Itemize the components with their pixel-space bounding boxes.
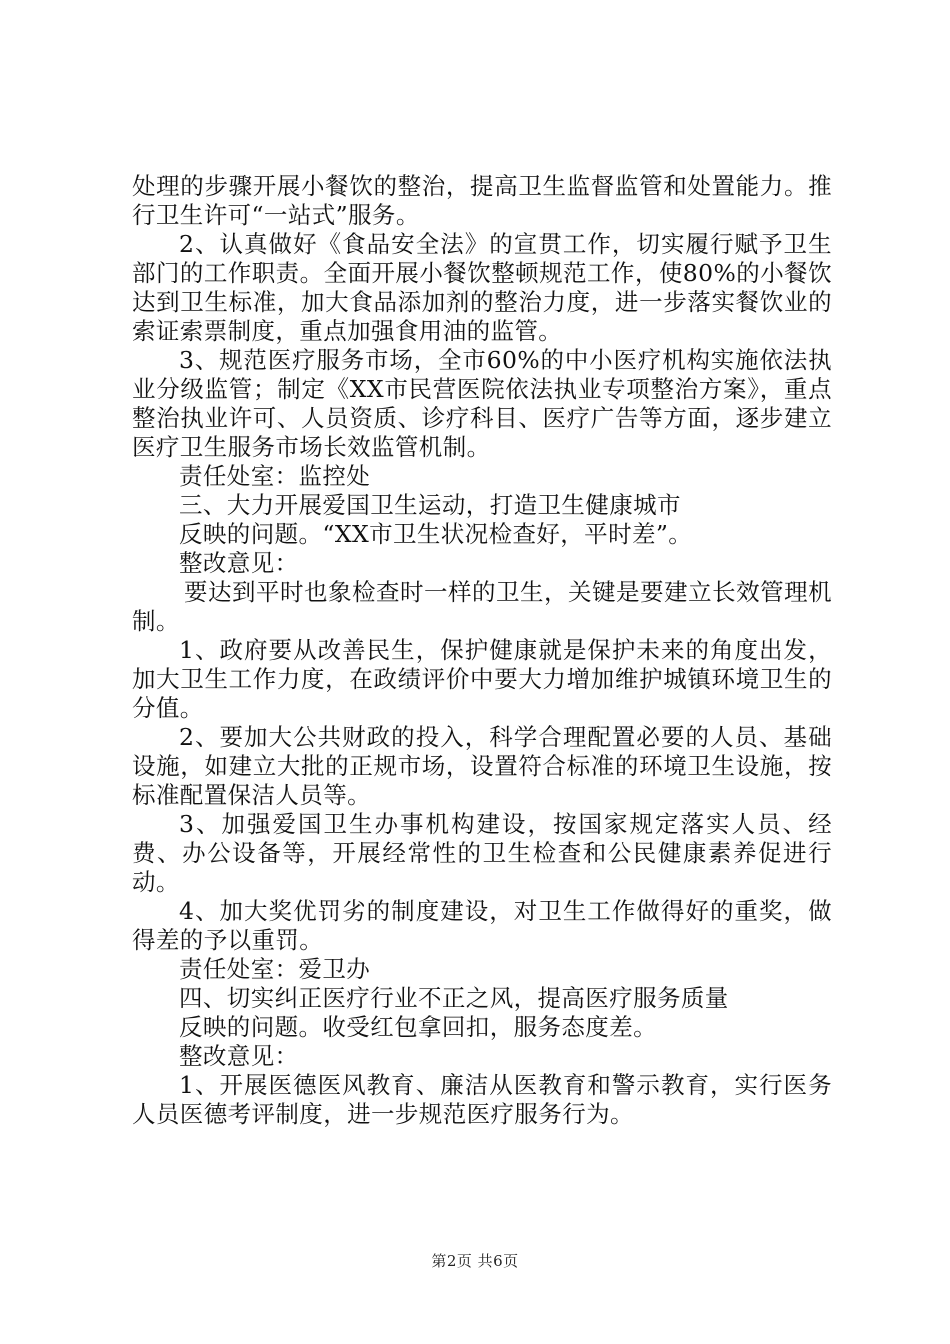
- paragraph-item-3-patriotic-health: 3、加强爱国卫生办事机构建设，按国家规定落实人员、经费、办公设备等，开展经常性的卫生检查和公民健康素养促进行动。: [132, 810, 832, 896]
- paragraph-reported-issue: 反映的问题。收受红包拿回扣，服务态度差。: [179, 1013, 657, 1041]
- paragraph-item-2-public-finance: 2、要加大公共财政的投入，科学合理配置必要的人员、基础设施，如建立大批的正规市场，设置符合标准的环境卫生设施，按标准配置保洁人员等。: [132, 723, 832, 809]
- paragraph-item-1-medical-ethics: 1、开展医德医风教育、廉洁从医教育和警示教育，实行医务人员医德考评制度，进一步规范医疗服务行为。: [132, 1071, 832, 1128]
- paragraph-item-4-rewards: 4、加大奖优罚劣的制度建设，对卫生工作做得好的重奖，做得差的予以重罚。: [132, 897, 832, 954]
- section-heading-4: 四、切实纠正医疗行业不正之风，提高医疗服务质量: [179, 984, 729, 1012]
- paragraph-rectification-label: 整改意见：: [179, 1042, 299, 1070]
- paragraph-reported-issue: 反映的问题。“XX市卫生状况检查好，平时差”。: [179, 520, 693, 548]
- paragraph-item-1-government: 1、政府要从改善民生，保护健康就是保护未来的角度出发，加大卫生工作力度，在政绩评价中要大力增加维护城镇环境卫生的分值。: [132, 636, 832, 722]
- document-body: [132, 172, 832, 1129]
- paragraph-rectification-label: 整改意见：: [179, 549, 299, 577]
- paragraph-continuation: 处理的步骤开展小餐饮的整治，提高卫生监督监管和处置能力。推行卫生许可“一站式”服务。: [132, 172, 832, 229]
- paragraph-item-2-food-safety: 2、认真做好《食品安全法》的宣贯工作，切实履行赋予卫生部门的工作职责。全面开展小餐饮整顿规范工作，使80%的小餐饮达到卫生标准，加大食品添加剂的整治力度，进一步落实餐饮业的索证索票制度，重点加强食用油的监管。: [132, 230, 832, 345]
- paragraph-item-3-medical-market: 3、规范医疗服务市场，全市60%的中小医疗机构实施依法执业分级监管；制定《XX市民营医院依法执业专项整治方案》，重点整治执业许可、人员资质、诊疗科目、医疗广告等方面，逐步建立医疗卫生服务市场长效监管机制。: [132, 346, 832, 461]
- paragraph-responsible-office: 责任处室：爱卫办: [179, 955, 371, 983]
- section-heading-3: 三、大力开展爱国卫生运动，打造卫生健康城市: [179, 491, 681, 519]
- page-number-footer: 第2页 共6页: [431, 1252, 519, 1270]
- paragraph-mechanism-intro: 要达到平时也象检查时一样的卫生，关键是要建立长效管理机制。: [132, 578, 832, 635]
- paragraph-responsible-office: 责任处室：监控处: [179, 462, 371, 490]
